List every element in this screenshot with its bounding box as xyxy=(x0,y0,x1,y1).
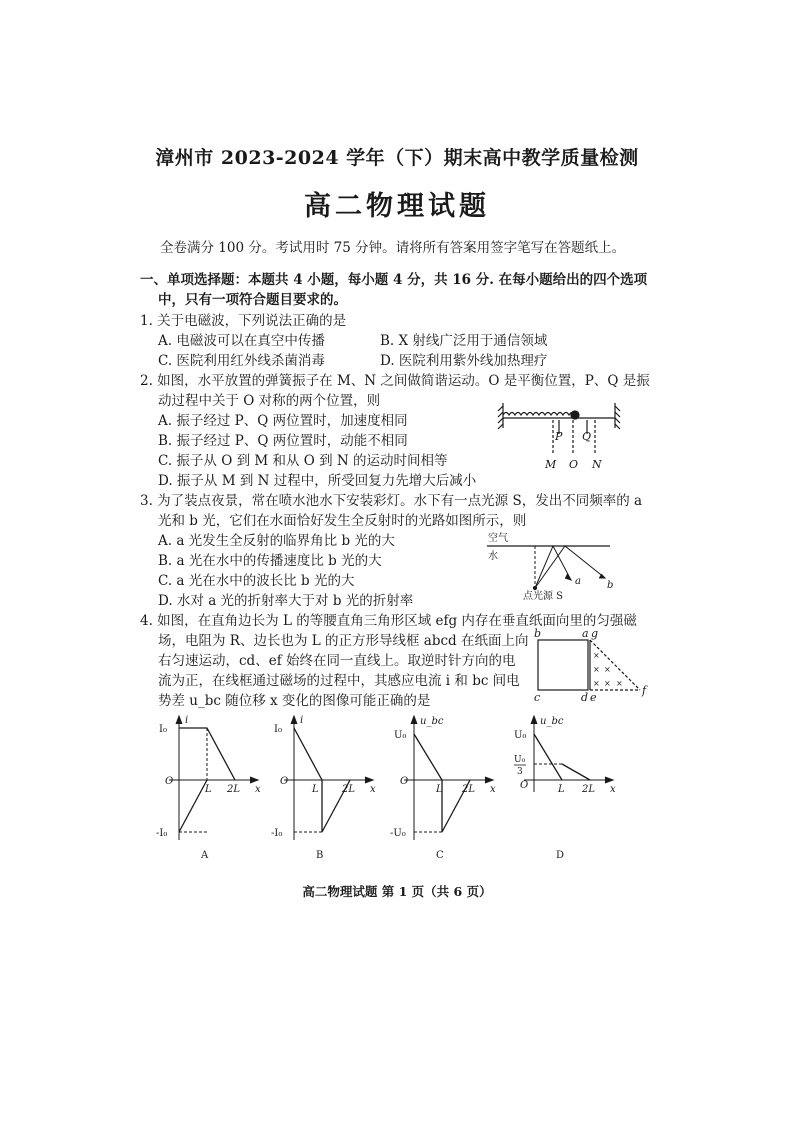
section-heading-line1: 一、单项选择题：本题共 4 小题，每小题 4 分，共 16 分. 在每小题给出的四个选项 xyxy=(140,272,648,288)
q4-stem-line5: 势差 u_bc 随位移 x 变化的图像可能正确的是 xyxy=(158,693,431,709)
graph-c-ylabel: u_bc xyxy=(420,716,444,727)
graph-d-l: L xyxy=(558,784,565,795)
graph-c-bottom: -U₀ xyxy=(390,828,406,839)
graph-d-x: x xyxy=(610,784,616,795)
q4-label-g: g xyxy=(591,628,599,640)
q4-label-e: e xyxy=(590,691,597,703)
q2-option-a: A. 振子经过 P、Q 两位置时，加速度相同 xyxy=(158,413,408,429)
graph-d-label: D xyxy=(556,850,565,861)
q3-stem-line1: 3. 为了装点夜景，常在喷水池水下安装彩灯。水下有一点光源 S，发出不同频率的 a xyxy=(140,493,643,509)
graph-a-origin: O xyxy=(165,776,174,787)
graph-c-x: x xyxy=(490,784,496,795)
q4-graph-c xyxy=(390,710,500,865)
svg-text:×: × xyxy=(593,679,600,688)
q3-option-b: B. a 光在水中的传播速度比 b 光的大 xyxy=(158,553,382,569)
q2-option-b: B. 振子经过 P、Q 两位置时，动能不相同 xyxy=(158,433,408,449)
graph-a-label: A xyxy=(201,850,209,861)
q4-graph-d xyxy=(510,710,620,865)
q2-label-q: Q xyxy=(582,430,592,443)
q3-label-air: 空气 xyxy=(488,533,508,544)
q4-label-b: b xyxy=(534,628,542,640)
q3-label-water: 水 xyxy=(488,551,498,562)
q4-stem-line4: 流为正，在线框通过磁场的过程中，其感应电流 i 和 bc 间电 xyxy=(158,673,520,689)
graph-b-l: L xyxy=(312,784,319,795)
q3-light-figure xyxy=(485,530,615,600)
q2-label-o: O xyxy=(569,458,579,471)
graph-c-origin: O xyxy=(400,776,409,787)
q3-option-d: D. 水对 a 光的折射率大于对 b 光的折射率 xyxy=(158,593,414,609)
q2-label-p: P xyxy=(555,430,563,443)
q4-field-figure xyxy=(530,628,655,703)
graph-c-top: U₀ xyxy=(394,730,407,741)
q4-graph-b xyxy=(270,710,380,865)
q2-label-n: N xyxy=(592,458,602,471)
graph-b-ylabel: i xyxy=(300,715,304,726)
svg-text:×: × xyxy=(593,651,600,660)
q4-stem-line3: 右匀速运动，cd、ef 始终在同一直线上。取逆时针方向的电 xyxy=(158,653,516,669)
graph-d-top: U₀ xyxy=(514,730,527,741)
q3-option-c: C. a 光在水中的波长比 b 光的大 xyxy=(158,573,355,589)
graph-c-l: L xyxy=(436,784,443,795)
graph-c-2l: 2L xyxy=(462,784,476,795)
q3-label-source: 点光源 S xyxy=(523,591,564,600)
q1-option-b: B. X 射线广泛用于通信领域 xyxy=(380,333,548,349)
graph-d-origin: O xyxy=(520,780,529,791)
q1-option-c: C. 医院利用红外线杀菌消毒 xyxy=(158,353,325,369)
graph-b-x: x xyxy=(370,784,376,795)
q4-label-f: f xyxy=(642,684,647,697)
graph-d-2l: 2L xyxy=(582,784,596,795)
graph-b-top: I₀ xyxy=(274,724,282,735)
exam-intro: 全卷满分 100 分。考试用时 75 分钟。请将所有答案用签字笔写在答题纸上。 xyxy=(160,240,626,256)
graph-b-origin: O xyxy=(280,776,289,787)
graph-d-ylabel: u_bc xyxy=(540,716,564,727)
page-footer: 高二物理试题 第 1 页（共 6 页） xyxy=(302,884,492,899)
q4-label-c: c xyxy=(534,691,541,703)
svg-text:×: × xyxy=(593,665,600,674)
q1-stem: 1. 关于电磁波，下列说法正确的是 xyxy=(140,313,347,329)
graph-d-third-den: 3 xyxy=(517,767,523,777)
q1-option-a: A. 电磁波可以在真空中传播 xyxy=(158,333,325,349)
graph-b-2l: 2L xyxy=(342,784,356,795)
graph-a-2l: 2L xyxy=(227,784,241,795)
q4-stem-line1: 4. 如图，在直角边长为 L 的等腰直角三角形区域 efg 内存在垂直纸面向里的匀强磁 xyxy=(140,613,637,629)
svg-text:×: × xyxy=(604,679,611,688)
graph-a-bottom: -I₀ xyxy=(156,828,168,839)
q2-stem-line2: 动过程中关于 O 对称的两个位置，则 xyxy=(158,393,381,409)
q1-option-d: D. 医院利用紫外线加热理疗 xyxy=(380,353,548,369)
q3-stem-line2: 光和 b 光，它们在水面恰好发生全反射时的光路如图所示，则 xyxy=(158,513,527,529)
q2-stem-line1: 2. 如图，水平放置的弹簧振子在 M、N 之间做简谐运动。O 是平衡位置，P、Q 是振 xyxy=(140,373,650,389)
graph-a-top: I₀ xyxy=(159,724,167,735)
q4-graph-a xyxy=(155,710,265,865)
q2-option-c: C. 振子从 O 到 M 和从 O 到 N 的运动时间相等 xyxy=(158,453,448,469)
q2-option-d: D. 振子从 M 到 N 过程中，所受回复力先增大后减小 xyxy=(158,473,477,489)
q4-stem-line2: 场，电阻为 R、边长也为 L 的正方形导线框 abcd 在纸面上向 xyxy=(158,633,529,649)
q4-label-d: d xyxy=(581,691,589,703)
exam-subtitle: 高二物理试题 xyxy=(304,191,490,222)
q3-label-b: b xyxy=(607,580,614,591)
graph-a-l: L xyxy=(205,784,212,795)
svg-text:×: × xyxy=(604,665,611,674)
q3-option-a: A. a 光发生全反射的临界角比 b 光的大 xyxy=(158,533,395,549)
graph-b-label: B xyxy=(316,850,324,861)
exam-title: 漳州市 2023-2024 学年（下）期末高中教学质量检测 xyxy=(155,147,639,169)
graph-d-third-num: U₀ xyxy=(514,755,526,765)
q2-label-m: M xyxy=(545,458,557,471)
q4-label-a: a xyxy=(582,628,589,640)
graph-b-bottom: -I₀ xyxy=(271,828,283,839)
q2-spring-figure xyxy=(495,398,635,473)
q3-label-a: a xyxy=(575,576,581,587)
graph-a-ylabel: i xyxy=(185,715,189,726)
graph-c-label: C xyxy=(436,850,444,861)
graph-a-x: x xyxy=(255,784,261,795)
section-heading-line2: 中，只有一项符合题目要求的。 xyxy=(158,292,347,308)
svg-text:×: × xyxy=(616,679,623,688)
